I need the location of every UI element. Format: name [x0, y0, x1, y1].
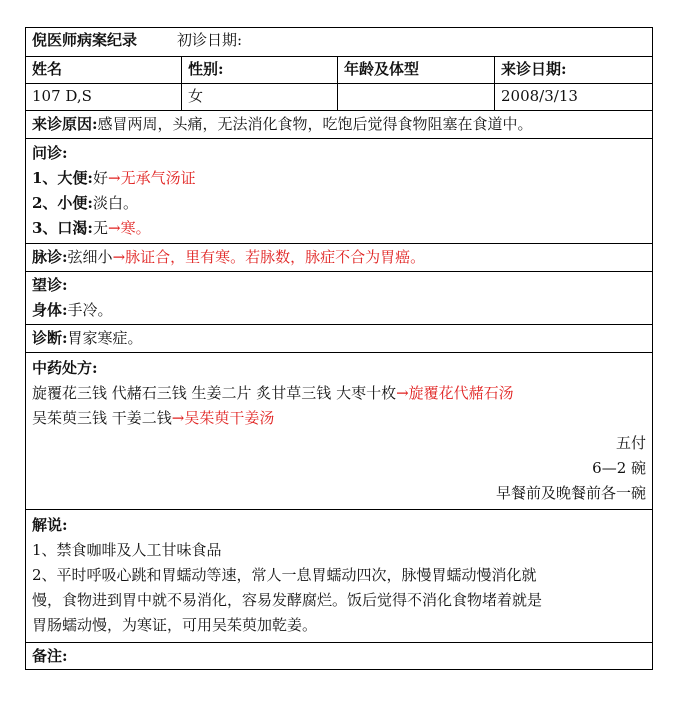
patient-sex: 女: [182, 84, 338, 111]
formula-name-1: 旋覆花代赭石汤: [408, 384, 514, 402]
thirst-text: 无: [92, 219, 108, 237]
patient-name: 107 D,S: [26, 84, 182, 111]
explanation-cell: [26, 510, 653, 643]
inquiry-item-stool: [32, 166, 646, 191]
visit-date: 2008/3/13: [495, 84, 653, 111]
col-age-header: 年龄及体型: [338, 57, 495, 84]
prescription-row: [26, 353, 653, 510]
pulse-label: 脉诊:: [32, 248, 68, 266]
notes-row: [26, 643, 653, 670]
arrow-icon: →: [108, 219, 121, 237]
reason-label: 来诊原因:: [32, 115, 98, 133]
explanation-row: [26, 510, 653, 643]
observation-cell: [26, 272, 653, 325]
prescription-timing: 早餐前及晚餐前各一碗: [496, 484, 647, 502]
body-text: 手冷。: [67, 301, 113, 319]
inquiry-label: 问诊:: [32, 144, 68, 162]
inquiry-cell: [26, 139, 653, 244]
prescription-line-1: [32, 381, 646, 406]
col-sex-header: 性别:: [182, 57, 338, 84]
explanation-item-2-line-1: 2、平时呼吸心跳和胃蠕动等速，常人一息胃蠕动四次，脉慢胃蠕动慢消化就: [32, 566, 537, 584]
stool-result: 无承气汤证: [120, 169, 196, 187]
column-header-row: [26, 57, 653, 84]
observation-row: [26, 272, 653, 325]
diagnosis-text: 胃家寒症。: [67, 329, 143, 347]
arrow-icon: →: [112, 248, 126, 266]
prescription-label: 中药处方:: [32, 359, 98, 377]
pulse-cell: [26, 244, 653, 272]
pulse-result: 脉证合，里有寒。若脉数，脉症不合为胃癌。: [125, 248, 426, 266]
inquiry-row: [26, 139, 653, 244]
notes-cell: [26, 643, 653, 670]
prescription-herbs-1: 旋覆花三钱 代赭石三钱 生姜二片 炙甘草三钱 大枣十枚: [32, 384, 397, 402]
patient-age-build: [338, 84, 495, 111]
stool-label: 1、大便:: [32, 169, 93, 187]
urine-label: 2、小便:: [32, 194, 93, 212]
prescription-herbs-2: 吴茱萸三钱 干姜二钱: [32, 409, 172, 427]
record-title: 倪医师病案纪录: [32, 31, 138, 49]
title-row: [26, 28, 653, 57]
col-name-header: 姓名: [26, 57, 182, 84]
explanation-item-2-line-2: 慢，食物进到胃中就不易消化，容易发酵腐烂。饭后觉得不消化食物堵着就是: [32, 591, 543, 609]
patient-info-row: [26, 84, 653, 111]
thirst-result: 寒。: [120, 219, 151, 237]
pulse-row: [26, 244, 653, 272]
col-date-header: 来诊日期:: [495, 57, 653, 84]
body-label: 身体:: [32, 301, 68, 319]
prescription-dose: 五付: [616, 434, 647, 452]
inquiry-item-thirst: [32, 216, 646, 241]
observation-body: [32, 298, 646, 323]
explanation-item-1: 1、禁食咖啡及人工甘味食品: [32, 541, 222, 559]
inquiry-item-urine: [32, 191, 646, 216]
explanation-item-2-line-3: 胃肠蠕动慢，为寒证，可用吴茱萸加乾姜。: [32, 616, 318, 634]
diagnosis-cell: [26, 325, 653, 353]
prescription-bowls: 6—2 碗: [592, 459, 647, 477]
stool-text: 好: [92, 169, 108, 187]
pulse-text: 弦细小: [67, 248, 113, 266]
thirst-label: 3、口渴:: [32, 219, 93, 237]
title-cell: [26, 28, 653, 57]
arrow-icon: →: [108, 169, 121, 187]
reason-row: [26, 111, 653, 139]
first-visit-label: 初诊日期:: [177, 31, 243, 49]
urine-text: 淡白。: [92, 194, 138, 212]
reason-cell: [26, 111, 653, 139]
explanation-label: 解说:: [32, 516, 68, 534]
medical-record-table: [25, 27, 653, 670]
prescription-line-2: [32, 406, 646, 431]
arrow-icon: →: [171, 409, 185, 427]
arrow-icon: →: [396, 384, 409, 402]
prescription-cell: [26, 353, 653, 510]
observation-label: 望诊:: [32, 276, 68, 294]
diagnosis-row: [26, 325, 653, 353]
diagnosis-label: 诊断:: [32, 329, 68, 347]
formula-name-2: 吴茱萸干姜汤: [184, 409, 275, 427]
notes-label: 备注:: [32, 647, 68, 665]
reason-text: 感冒两周，头痛，无法消化食物，吃饱后觉得食物阻塞在食道中。: [97, 115, 533, 133]
